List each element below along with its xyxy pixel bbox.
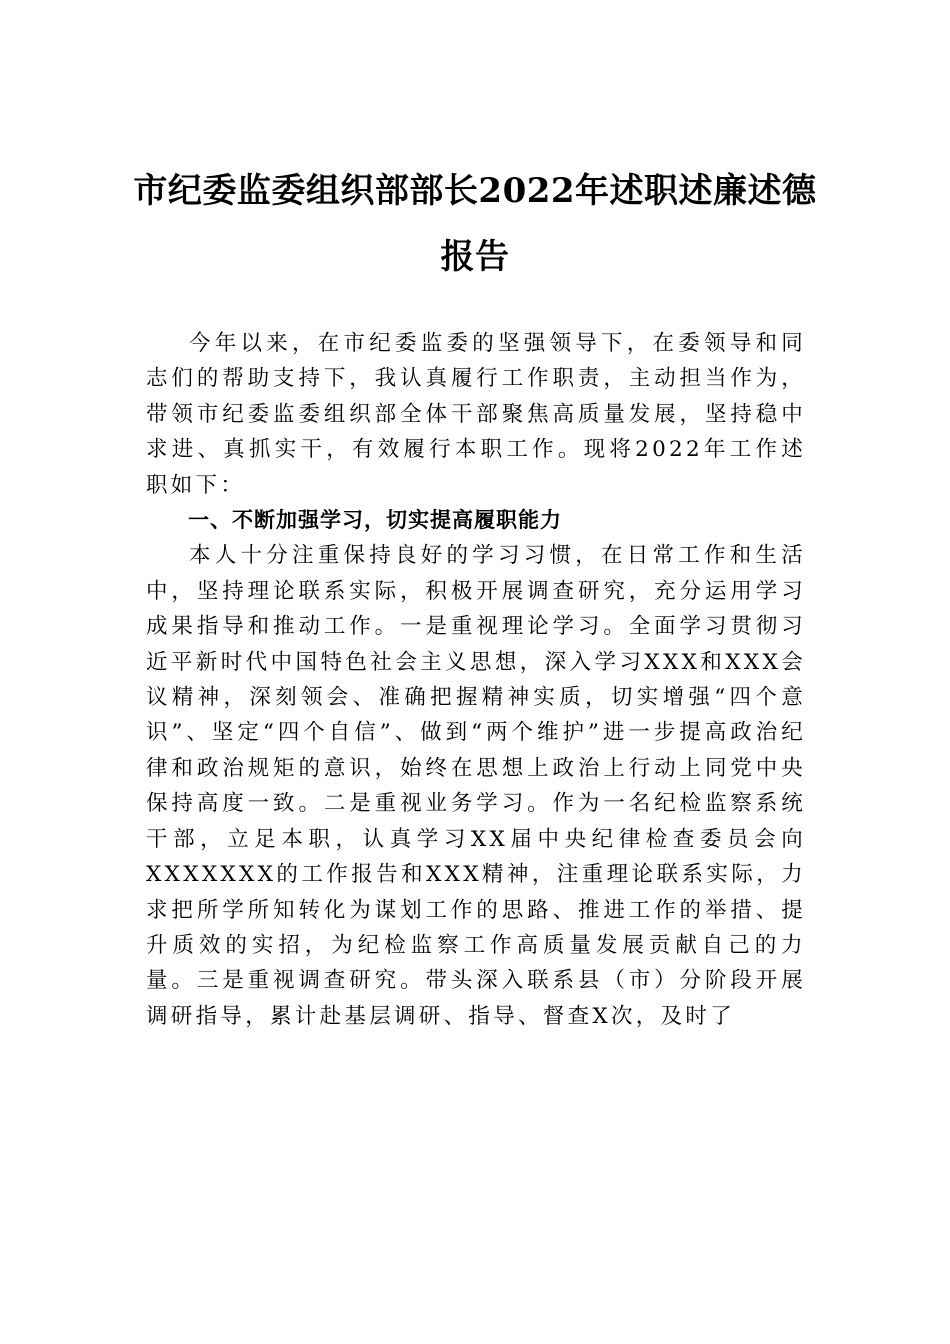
- section-paragraph: 本人十分注重保持良好的学习习惯，在日常工作和生活中，坚持理论联系实际，积极开展调查研究，充分运用学习成果指导和推动工作。一是重视理论学习。全面学习贯彻习近平新时代中国特色社会主义思想，深入学习XXX和XXX会议精神，深刻领会、准确把握精神实质，切实增强“四个意识”、坚定“四个自信”、做到“两个维护”进一步提高政治纪律和政治规矩的意识，始终在思想上政治上行动上同党中央保持高度一致。二是重视业务学习。作为一名纪检监察系统干部，立足本职，认真学习XX届中央纪律检查委员会向XXXXXXX的工作报告和XXX精神，注重理论联系实际，力求把所学所知转化为谋划工作的思路、推进工作的举措、提升质效的实招，为纪检监察工作高质量发展贡献自己的力量。三是重视调查研究。带头深入联系县（市）分阶段开展调研指导，累计赴基层调研、指导、督查X次，及时了: [146, 543, 806, 1029]
- document-body: [146, 326, 806, 1034]
- intro-paragraph: 今年以来，在市纪委监委的坚强领导下，在委领导和同志们的帮助支持下，我认真履行工作职责，主动担当作为，带领市纪委监委组织部全体干部聚焦高质量发展，坚持稳中求进、真抓实干，有效履行本职工作。现将2022年工作述职如下：: [146, 331, 806, 498]
- document-title: 市纪委监委组织部部长2022年述职述廉述德报告: [133, 171, 817, 277]
- section-heading: 一、不断加强学习，切实提高履职能力: [188, 508, 562, 533]
